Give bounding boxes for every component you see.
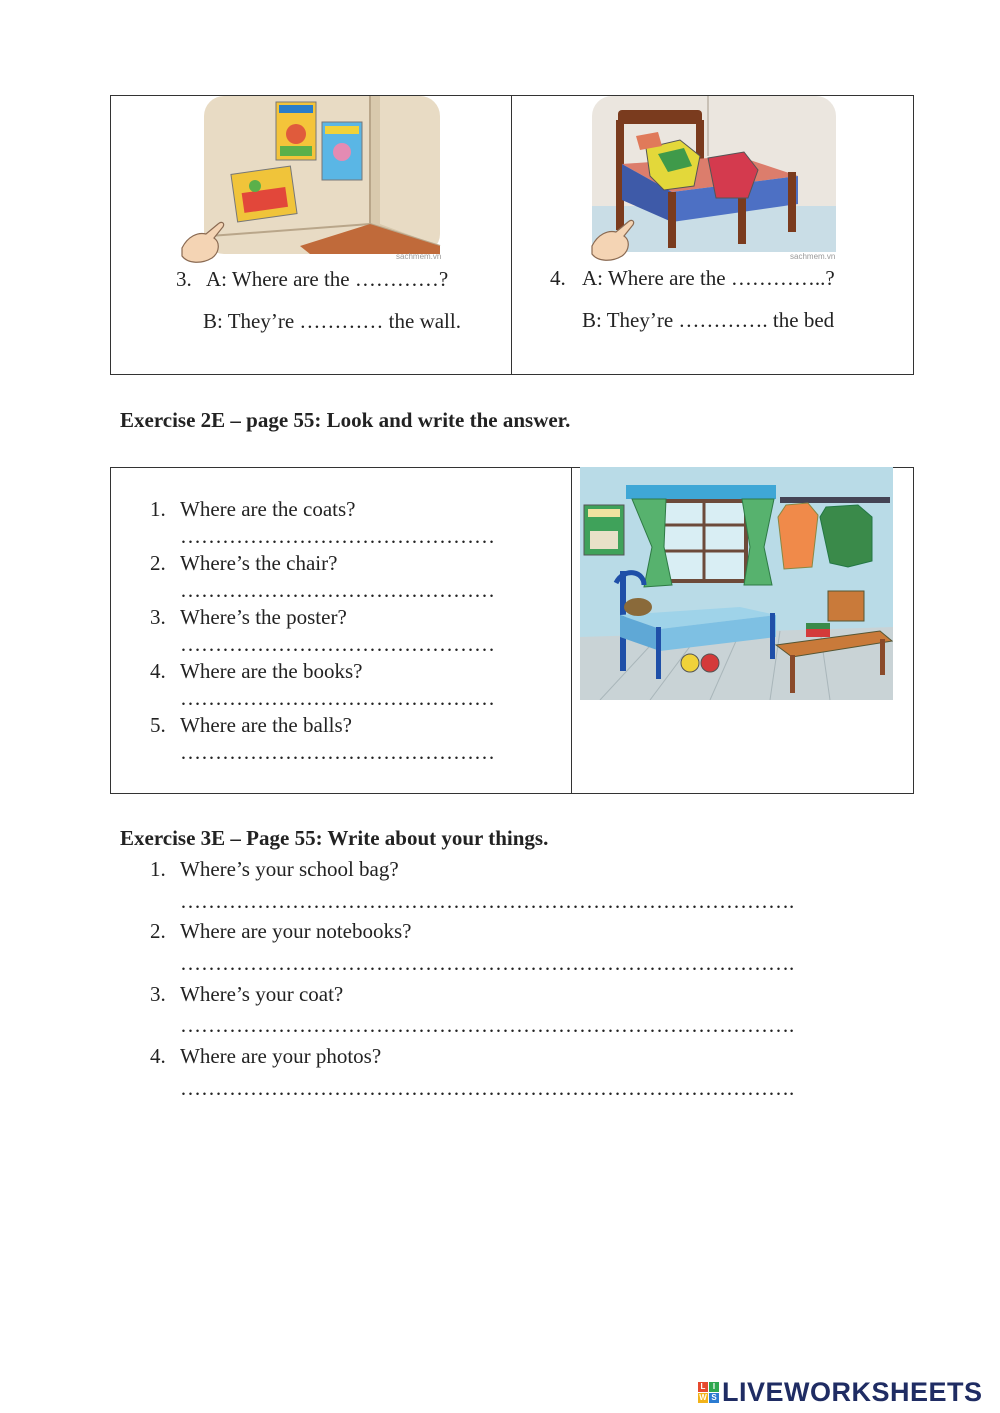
- answer-blank[interactable]: ………………………………………: [180, 524, 495, 548]
- image-watermark: sachmem.vn: [396, 252, 442, 261]
- image-watermark: sachmem.vn: [790, 252, 836, 261]
- item-number: 3.: [176, 267, 192, 291]
- logo-mark-icon: L I W S: [698, 1382, 719, 1403]
- answer-blank[interactable]: …………………………………………………………………………….: [180, 951, 795, 975]
- question-text: Where’s the chair?: [180, 551, 338, 575]
- question-text: Where are your photos?: [180, 1044, 382, 1068]
- question-text: Where are the books?: [180, 659, 363, 683]
- exercise2-heading: Exercise 2E – page 55: Look and write the answer.: [120, 408, 571, 432]
- question-number: 1.: [150, 497, 166, 521]
- question-a-line: A: Where are the …………?: [206, 267, 449, 291]
- answer-blank[interactable]: ………………………………………: [180, 632, 495, 656]
- table-divider: [571, 467, 572, 794]
- liveworksheets-logo[interactable]: [698, 1377, 983, 1408]
- answer-blank[interactable]: …………………………………………………………………………….: [180, 889, 795, 913]
- question-number: 4.: [150, 1044, 166, 1068]
- answer-blank[interactable]: ………………………………………: [180, 740, 495, 764]
- question-text: Where are your notebooks?: [180, 919, 412, 943]
- question-number: 2.: [150, 551, 166, 575]
- bedroom-image: [580, 467, 893, 700]
- posters-wall-image: [180, 96, 442, 266]
- question-number: 2.: [150, 919, 166, 943]
- question-number: 4.: [150, 659, 166, 683]
- table-divider: [511, 95, 512, 375]
- question-a-line: A: Where are the …………..?: [582, 266, 835, 290]
- pointing-hand-icon: [182, 222, 224, 262]
- answer-blank[interactable]: …………………………………………………………………………….: [180, 1076, 795, 1100]
- brand-name: LIVEWORKSHEETS: [722, 1377, 983, 1407]
- question-number: 5.: [150, 713, 166, 737]
- answer-blank[interactable]: …………………………………………………………………………….: [180, 1013, 795, 1037]
- question-number: 3.: [150, 982, 166, 1006]
- question-text: Where’s your school bag?: [180, 857, 399, 881]
- answer-blank[interactable]: ………………………………………: [180, 686, 495, 710]
- question-text: Where’s the poster?: [180, 605, 347, 629]
- exercise3-heading: Exercise 3E – Page 55: Write about your things.: [120, 826, 549, 850]
- answer-b-line: B: They’re ………… the wall.: [203, 309, 461, 333]
- question-text: Where’s your coat?: [180, 982, 344, 1006]
- item-number: 4.: [550, 266, 566, 290]
- clothes-bed-image: [588, 96, 838, 264]
- question-text: Where are the coats?: [180, 497, 356, 521]
- question-number: 3.: [150, 605, 166, 629]
- question-text: Where are the balls?: [180, 713, 352, 737]
- answer-blank[interactable]: ………………………………………: [180, 578, 495, 602]
- answer-b-line: B: They’re …………. the bed: [582, 308, 835, 332]
- question-number: 1.: [150, 857, 166, 881]
